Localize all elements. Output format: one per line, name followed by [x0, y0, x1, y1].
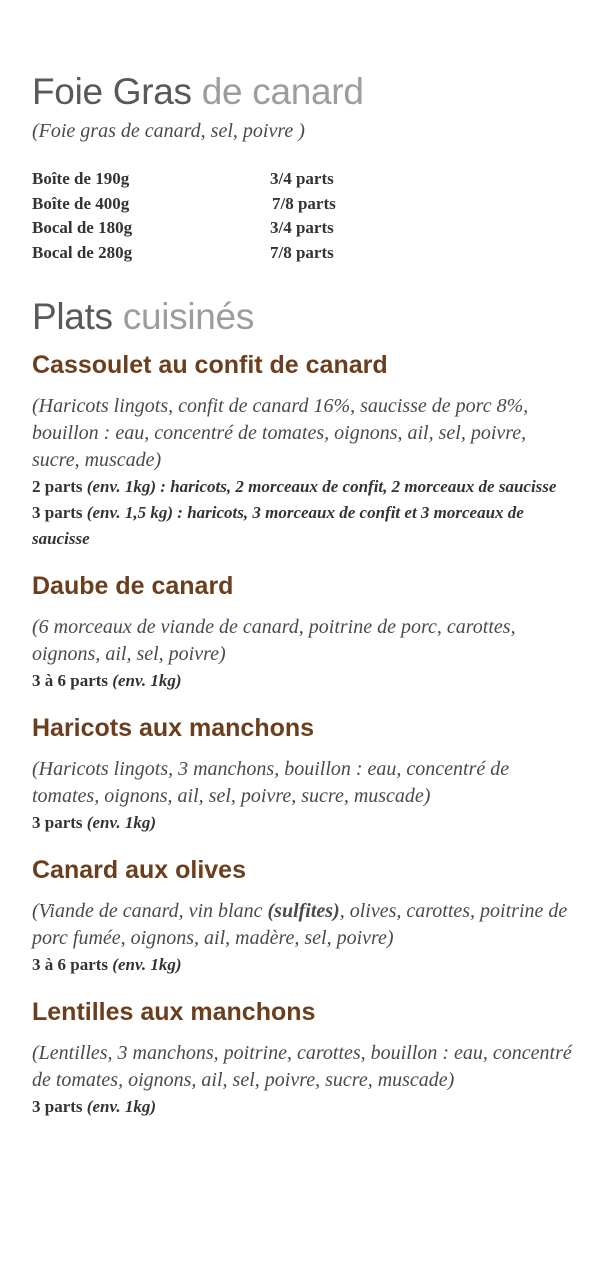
- dish-title: Canard aux olives: [32, 856, 246, 884]
- dish-ingredients: [32, 898, 577, 952]
- dish-title: Lentilles aux manchons: [32, 998, 316, 1026]
- dish-ingredients: (6 morceaux de viande de canard, poitrine de porc, carottes, oignons, ail, sel, poivre): [32, 616, 516, 665]
- dish-portion: [32, 1094, 577, 1120]
- format-name: Bocal de 280g: [32, 242, 133, 262]
- portion-desc: : haricots, 2 morceaux de confit, 2 morceaux de saucisse: [156, 477, 557, 496]
- ingredients-text: (Viande de canard, vin blanc: [32, 900, 268, 922]
- dish-haricots: [32, 712, 577, 836]
- foie-gras-formats: [32, 167, 577, 265]
- dish-ingredients: (Haricots lingots, 3 manchons, bouillon : eau, concentré de tomates, oignons, ail, sel, poivre, sucre, muscade): [32, 758, 510, 807]
- dish-portion: [32, 668, 577, 694]
- menu-page: [32, 70, 577, 1120]
- plats-heading-light: cuisinés: [122, 296, 255, 337]
- format-row: [32, 216, 577, 241]
- portion-count: 3 parts: [32, 1097, 83, 1116]
- portion-count: 3 à 6 parts: [32, 955, 109, 974]
- portion-count: 2 parts: [32, 477, 83, 496]
- dish-title: Cassoulet au confit de canard: [32, 351, 388, 379]
- dish-cassoulet: [32, 349, 577, 552]
- portion-weight: (env. 1kg): [86, 813, 157, 832]
- format-row: [32, 192, 577, 217]
- ingredients-text: , olives, carottes, poitrine de porc fumée, oignons, ail, madère, sel, poivre): [32, 900, 568, 949]
- dish-ingredients: (Haricots lingots, confit de canard 16%, saucisse de porc 8%, bouillon : eau, concentré de tomates, oignons, ail, sel, poivre, sucre, muscade): [32, 395, 529, 471]
- portion-weight: (env. 1kg): [112, 955, 182, 974]
- foie-gras-heading-light: de canard: [201, 71, 364, 112]
- format-parts: 7/8 parts: [270, 242, 334, 262]
- portion-weight: (env. 1kg): [86, 477, 157, 496]
- dish-olives: [32, 854, 577, 978]
- foie-gras-heading-main: Foie Gras: [32, 71, 192, 112]
- dish-ingredients: (Lentilles, 3 manchons, poitrine, carottes, bouillon : eau, concentré de tomates, oignons, ail, sel, poivre, sucre, muscade): [32, 1042, 572, 1091]
- format-parts: 3/4 parts: [270, 218, 334, 237]
- allergen-sulfites: (sulfites): [267, 900, 340, 922]
- dish-portion: [32, 500, 577, 552]
- format-row: [32, 167, 577, 192]
- portion-weight: (env. 1,5 kg): [86, 503, 174, 522]
- dish-title: Daube de canard: [32, 572, 234, 600]
- foie-gras-ingredients: (Foie gras de canard, sel, poivre ): [32, 120, 305, 142]
- dish-portion: [32, 952, 577, 978]
- plats-heading-main: Plats: [32, 296, 113, 337]
- portion-count: 3 parts: [32, 503, 83, 522]
- format-name: Boîte de 400g: [32, 193, 130, 213]
- dish-daube: [32, 570, 577, 694]
- foie-gras-heading: [32, 70, 577, 114]
- portion-weight: (env. 1kg): [112, 671, 182, 690]
- portion-count: 3 parts: [32, 813, 83, 832]
- format-name: Bocal de 180g: [32, 218, 133, 237]
- format-row: [32, 241, 577, 266]
- format-parts: 7/8 parts: [272, 193, 336, 213]
- dish-lentilles: [32, 996, 577, 1120]
- format-parts: 3/4 parts: [270, 169, 334, 188]
- dish-portion: [32, 810, 577, 836]
- portion-desc: : haricots, 3 morceaux de confit et 3 morceaux de saucisse: [32, 503, 524, 548]
- plats-heading: [32, 295, 577, 339]
- portion-weight: (env. 1kg): [86, 1097, 157, 1116]
- portion-count: 3 à 6 parts: [32, 671, 109, 690]
- dish-portion: [32, 474, 577, 500]
- dish-title: Haricots aux manchons: [32, 714, 315, 742]
- format-name: Boîte de 190g: [32, 169, 130, 188]
- plats-section: [32, 295, 577, 1120]
- foie-gras-section: [32, 70, 577, 265]
